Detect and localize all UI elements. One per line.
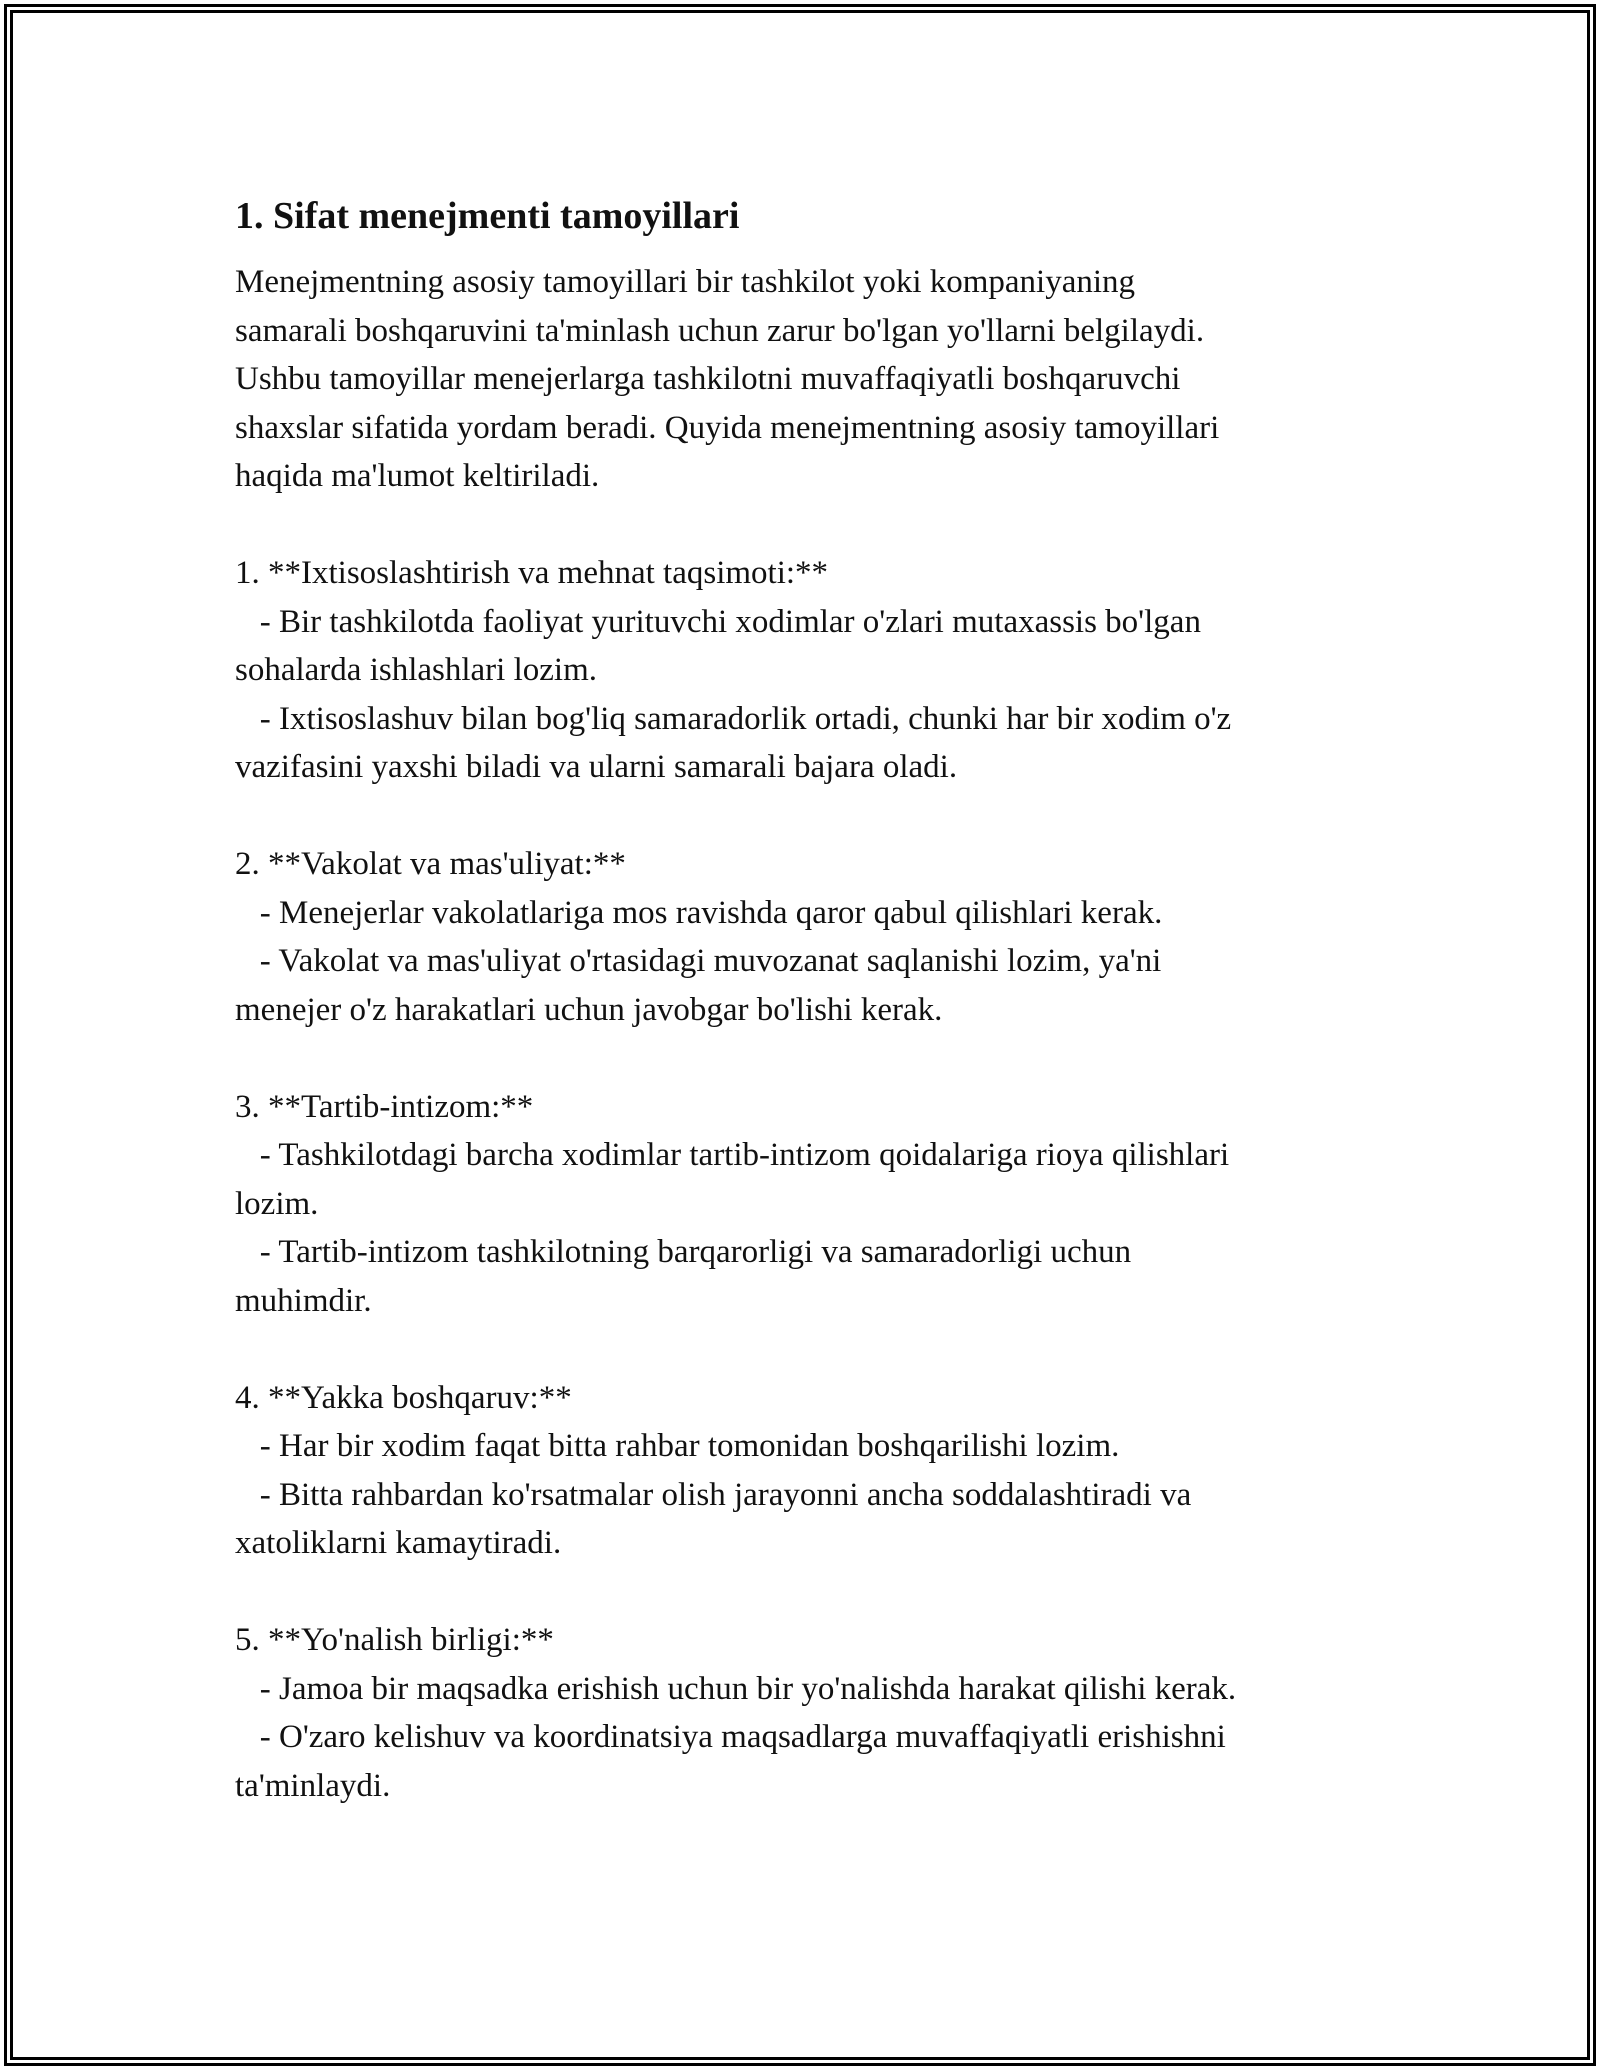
section-heading: 3. **Tartib-intizom:** [235, 1088, 534, 1125]
section-2 [235, 840, 1375, 1034]
paragraph-spacer [235, 1568, 1375, 1617]
intro-line: samarali boshqaruvini ta'minlash uchun zarur bo'lgan yo'llarni belgilaydi. [235, 312, 1205, 349]
section-line: xatoliklarni kamaytiradi. [235, 1525, 562, 1561]
section-line: - Vakolat va mas'uliyat o'rtasidagi muvozanat saqlanishi lozim, ya'ni [235, 943, 1162, 979]
section-line: vazifasini yaxshi biladi va ularni samarali bajara oladi. [235, 749, 958, 785]
section-line: - Ixtisoslashuv bilan bog'liq samaradorlik ortadi, chunki har bir xodim o'z [235, 700, 1232, 737]
paragraph-spacer [235, 792, 1375, 841]
paragraph-spacer [235, 501, 1375, 550]
section-5 [235, 1616, 1375, 1810]
paragraph-spacer [235, 1034, 1375, 1083]
document-body [235, 188, 1375, 1810]
intro-line: shaxslar sifatida yordam beradi. Quyida menejmentning asosiy tamoyillari [235, 409, 1220, 446]
section-line: - Jamoa bir maqsadka erishish uchun bir yo'nalishda harakat qilishi kerak. [235, 1670, 1237, 1707]
intro-line: Ushbu tamoyillar menejerlarga tashkilotni muvaffaqiyatli boshqaruvchi [235, 361, 1181, 397]
section-line: sohalarda ishlashlari lozim. [235, 652, 597, 688]
document-title: 1. Sifat menejmenti tamoyillari [235, 195, 740, 237]
section-1 [235, 549, 1375, 792]
section-line: - O'zaro kelishuv va koordinatsiya maqsadlarga muvaffaqiyatli erishishni [235, 1719, 1226, 1755]
section-line: ta'minlaydi. [235, 1767, 391, 1804]
section-line: - Tashkilotdagi barcha xodimlar tartib-intizom qoidalariga rioya qilishlari [235, 1137, 1230, 1173]
section-4 [235, 1374, 1375, 1568]
intro-line: Menejmentning asosiy tamoyillari bir tashkilot yoki kompaniyaning [235, 264, 1136, 300]
section-heading: 1. **Ixtisoslashtirish va mehnat taqsimoti:** [235, 555, 829, 591]
section-line: - Menejerlar vakolatlariga mos ravishda qaror qabul qilishlari kerak. [235, 894, 1163, 931]
section-line: - Bir tashkilotda faoliyat yurituvchi xodimlar o'zlari mutaxassis bo'lgan [235, 603, 1201, 640]
intro-paragraph [235, 258, 1375, 501]
section-line: - Bitta rahbardan ko'rsatmalar olish jarayonni ancha soddalashtiradi va [235, 1476, 1192, 1513]
section-3 [235, 1083, 1375, 1326]
section-line: - Tartib-intizom tashkilotning barqarorligi va samaradorligi uchun [235, 1234, 1132, 1270]
section-line: lozim. [235, 1185, 319, 1222]
intro-line: haqida ma'lumot keltiriladi. [235, 458, 600, 494]
section-heading: 2. **Vakolat va mas'uliyat:** [235, 846, 626, 882]
section-heading: 4. **Yakka boshqaruv:** [235, 1379, 572, 1416]
section-heading: 5. **Yo'nalish birligi:** [235, 1622, 554, 1658]
section-line: muhimdir. [235, 1282, 372, 1319]
paragraph-spacer [235, 1325, 1375, 1374]
section-line: - Har bir xodim faqat bitta rahbar tomonidan boshqarilishi lozim. [235, 1428, 1120, 1464]
section-line: menejer o'z harakatlari uchun javobgar bo'lishi kerak. [235, 991, 943, 1028]
